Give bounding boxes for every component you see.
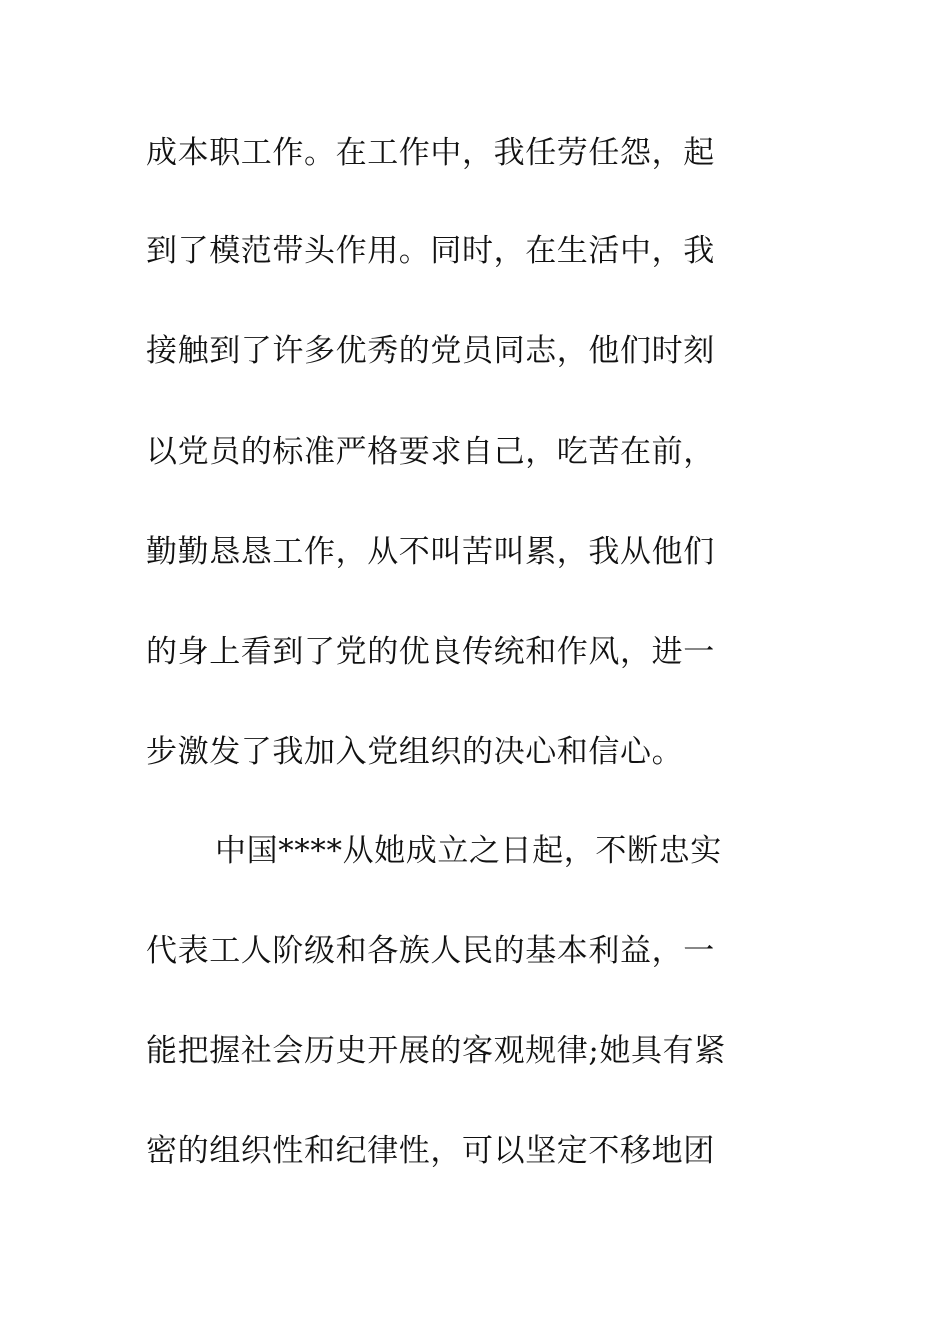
text-line: 勤勤恳恳工作，从不叫苦叫累，我从他们 [146, 534, 715, 570]
text-line: 以党员的标准严格要求自己，吃苦在前， [146, 434, 715, 470]
text-line: 密的组织性和纪律性，可以坚定不移地团 [146, 1133, 715, 1169]
text-line: 的身上看到了党的优良传统和作风，进一 [146, 634, 715, 670]
text-line: 成本职工作。在工作中，我任劳任怨，起 [146, 135, 715, 171]
text-line: 到了模范带头作用。同时，在生活中，我 [146, 233, 715, 269]
text-line: 能把握社会历史开展的客观规律;她具有紧 [146, 1033, 726, 1069]
text-line: 接触到了许多优秀的党员同志，他们时刻 [146, 333, 715, 369]
text-line: 步激发了我加入党组织的决心和信心。 [146, 734, 684, 770]
text-line: 代表工人阶级和各族人民的基本利益，一 [146, 933, 715, 969]
paragraph-first-line: 中国****从她成立之日起，不断忠实 [215, 833, 722, 869]
